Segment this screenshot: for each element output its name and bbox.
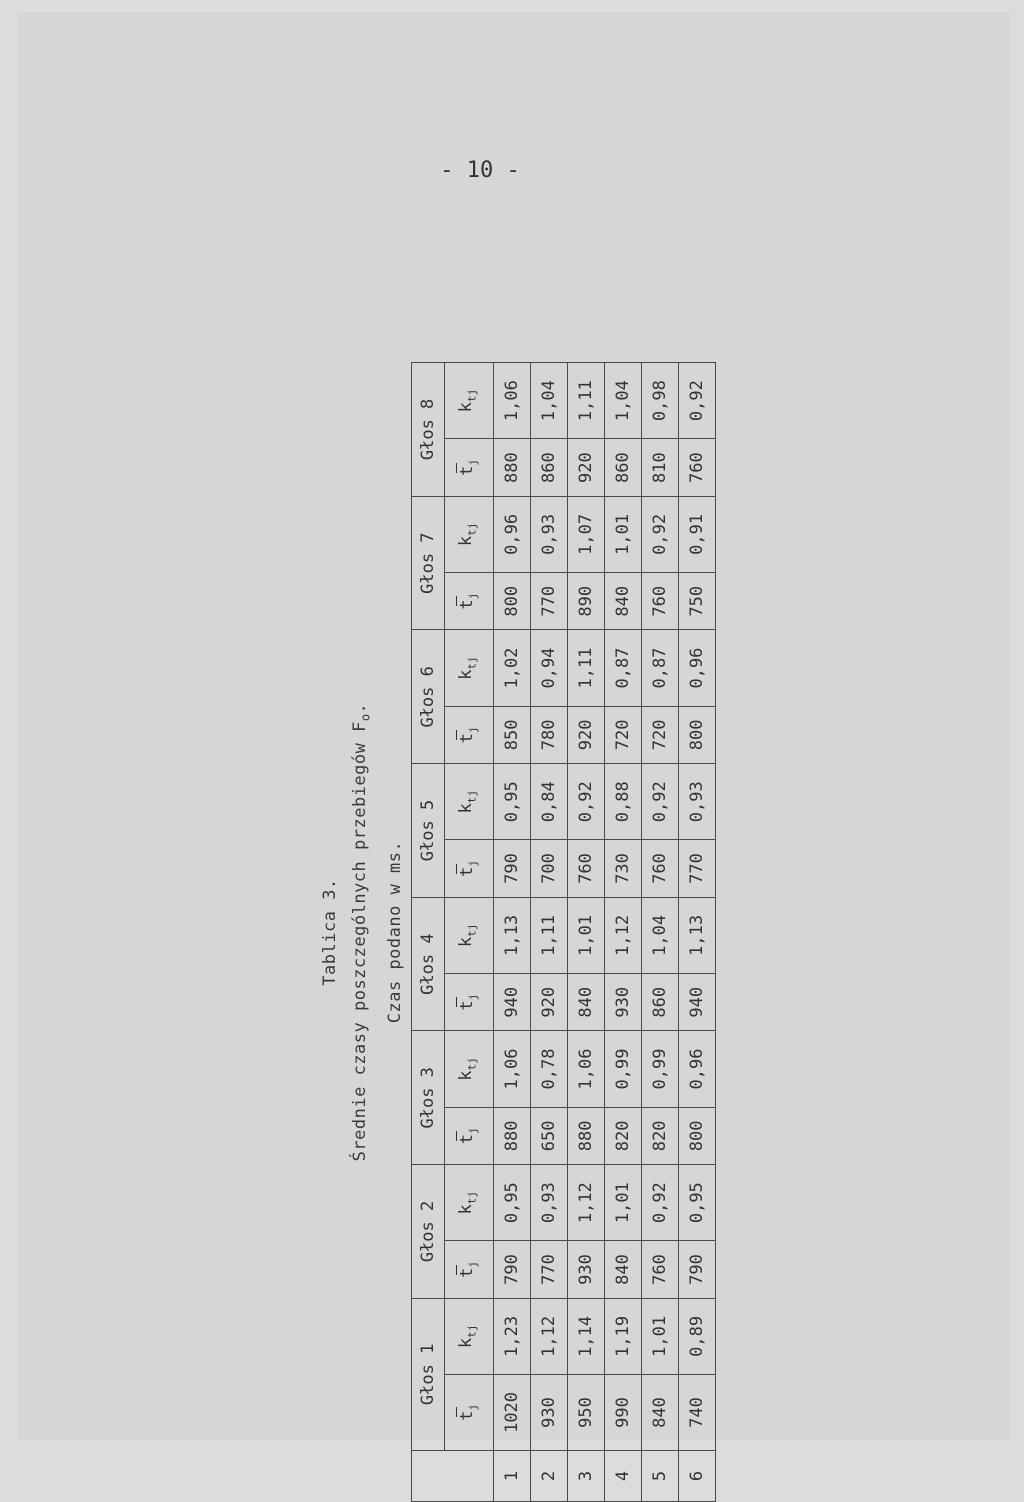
mean-time-cell: 720	[605, 706, 642, 764]
coefficient-cell: 0,96	[679, 1031, 716, 1107]
coefficient-header: $k_{tj}$	[445, 764, 494, 840]
coefficient-cell: 0,96	[494, 496, 531, 572]
mean-time-cell: 770	[531, 1241, 568, 1299]
mean-time-cell: 940	[494, 973, 531, 1031]
row-label: 6	[679, 1451, 716, 1502]
coefficient-cell: 0,98	[642, 363, 679, 439]
coefficient-cell: 1,12	[531, 1298, 568, 1374]
table-row	[568, 363, 605, 1502]
table-row	[531, 363, 568, 1502]
mean-time-header: $t_j$	[445, 439, 494, 497]
coefficient-cell: 1,06	[494, 363, 531, 439]
coefficient-cell: 1,01	[568, 897, 605, 973]
mean-time-cell: 780	[531, 706, 568, 764]
mean-time-cell: 790	[494, 840, 531, 898]
corner-cell	[412, 1451, 494, 1502]
mean-time-cell: 920	[531, 973, 568, 1031]
mean-time-cell: 760	[679, 439, 716, 497]
coefficient-cell: 1,07	[568, 496, 605, 572]
coefficient-cell: 1,11	[531, 897, 568, 973]
coefficient-header: $k_{tj}$	[445, 1031, 494, 1107]
coefficient-cell: 0,92	[679, 363, 716, 439]
group-header: Głos 6	[412, 630, 445, 764]
coefficient-cell: 0,92	[568, 764, 605, 840]
mean-time-cell: 760	[642, 1241, 679, 1299]
mean-time-cell: 720	[642, 706, 679, 764]
mean-time-header: $t_j$	[445, 973, 494, 1031]
mean-time-cell: 700	[531, 840, 568, 898]
mean-time-cell: 840	[642, 1374, 679, 1450]
coefficient-cell: 0,92	[642, 1165, 679, 1241]
mean-time-cell: 840	[568, 973, 605, 1031]
mean-time-cell: 840	[605, 572, 642, 630]
mean-time-cell: 740	[679, 1374, 716, 1450]
coefficient-cell: 0,78	[531, 1031, 568, 1107]
page-number: - 10 -	[440, 158, 520, 183]
group-header: Głos 3	[412, 1031, 445, 1165]
mean-time-header: $t_j$	[445, 1107, 494, 1165]
coefficient-cell: 0,87	[605, 630, 642, 706]
mean-time-cell: 770	[531, 572, 568, 630]
row-label: 2	[531, 1451, 568, 1502]
group-header: Głos 1	[412, 1298, 445, 1450]
coefficient-header: $k_{tj}$	[445, 363, 494, 439]
coefficient-cell: 0,93	[531, 496, 568, 572]
row-label: 5	[642, 1451, 679, 1502]
mean-time-header: $t_j$	[445, 1374, 494, 1450]
coefficient-cell: 1,01	[605, 496, 642, 572]
coefficient-cell: 0,89	[679, 1298, 716, 1374]
mean-time-cell: 930	[531, 1374, 568, 1450]
mean-time-cell: 750	[679, 572, 716, 630]
coefficient-cell: 0,95	[494, 1165, 531, 1241]
table-caption	[315, 362, 405, 1502]
coefficient-cell: 1,06	[568, 1031, 605, 1107]
group-header-row	[412, 363, 445, 1502]
table-row	[494, 363, 531, 1502]
coefficient-header: $k_{tj}$	[445, 1298, 494, 1374]
mean-time-cell: 990	[605, 1374, 642, 1450]
coefficient-cell: 0,92	[642, 764, 679, 840]
coefficient-header: $k_{tj}$	[445, 496, 494, 572]
table-note: Czas podano w ms.	[385, 840, 406, 1024]
mean-time-cell: 860	[605, 439, 642, 497]
mean-time-cell: 760	[568, 840, 605, 898]
coefficient-header: $k_{tj}$	[445, 1165, 494, 1241]
data-table	[411, 362, 716, 1502]
mean-time-cell: 950	[568, 1374, 605, 1450]
coefficient-cell: 0,93	[679, 764, 716, 840]
group-header: Głos 5	[412, 764, 445, 898]
mean-time-cell: 820	[642, 1107, 679, 1165]
coefficient-cell: 1,12	[568, 1165, 605, 1241]
coefficient-header: $k_{tj}$	[445, 630, 494, 706]
coefficient-cell: 0,93	[531, 1165, 568, 1241]
coefficient-cell: 1,04	[531, 363, 568, 439]
coefficient-cell: 0,87	[642, 630, 679, 706]
table-body	[494, 363, 716, 1502]
mean-time-cell: 890	[568, 572, 605, 630]
mean-time-cell: 840	[605, 1241, 642, 1299]
mean-time-cell: 650	[531, 1107, 568, 1165]
mean-time-cell: 930	[568, 1241, 605, 1299]
coefficient-cell: 1,23	[494, 1298, 531, 1374]
coefficient-cell: 0,92	[642, 496, 679, 572]
row-label: 3	[568, 1451, 605, 1502]
coefficient-cell: 1,11	[568, 363, 605, 439]
mean-time-cell: 920	[568, 439, 605, 497]
coefficient-cell: 1,06	[494, 1031, 531, 1107]
mean-time-cell: 940	[679, 973, 716, 1031]
row-label: 1	[494, 1451, 531, 1502]
coefficient-cell: 1,13	[494, 897, 531, 973]
mean-time-cell: 760	[642, 840, 679, 898]
coefficient-header: $k_{tj}$	[445, 897, 494, 973]
sub-header-row	[445, 363, 494, 1502]
coefficient-cell: 0,95	[494, 764, 531, 840]
coefficient-cell: 1,13	[679, 897, 716, 973]
mean-time-cell: 760	[642, 572, 679, 630]
mean-time-header: $t_j$	[445, 1241, 494, 1299]
mean-time-cell: 800	[679, 706, 716, 764]
coefficient-cell: 0,88	[605, 764, 642, 840]
table-title: Tablica 3.	[320, 878, 340, 986]
mean-time-header: $t_j$	[445, 840, 494, 898]
mean-time-cell: 810	[642, 439, 679, 497]
mean-time-cell: 800	[679, 1107, 716, 1165]
mean-time-header: $t_j$	[445, 572, 494, 630]
mean-time-cell: 930	[605, 973, 642, 1031]
coefficient-cell: 1,02	[494, 630, 531, 706]
mean-time-cell: 850	[494, 706, 531, 764]
coefficient-cell: 0,95	[679, 1165, 716, 1241]
mean-time-header: $t_j$	[445, 706, 494, 764]
coefficient-cell: 1,11	[568, 630, 605, 706]
coefficient-cell: 0,96	[679, 630, 716, 706]
mean-time-cell: 790	[494, 1241, 531, 1299]
mean-time-cell: 920	[568, 706, 605, 764]
coefficient-cell: 1,01	[642, 1298, 679, 1374]
mean-time-cell: 860	[642, 973, 679, 1031]
mean-time-cell: 880	[494, 439, 531, 497]
group-header: Głos 7	[412, 496, 445, 630]
coefficient-cell: 1,14	[568, 1298, 605, 1374]
group-header: Głos 8	[412, 363, 445, 497]
mean-time-cell: 790	[679, 1241, 716, 1299]
table-row	[642, 363, 679, 1502]
rotated-table-block	[315, 362, 745, 1502]
mean-time-cell: 880	[494, 1107, 531, 1165]
table-row	[605, 363, 642, 1502]
coefficient-cell: 0,91	[679, 496, 716, 572]
group-header: Głos 4	[412, 897, 445, 1031]
coefficient-cell: 0,99	[642, 1031, 679, 1107]
mean-time-cell: 730	[605, 840, 642, 898]
mean-time-cell: 800	[494, 572, 531, 630]
table-row	[679, 363, 716, 1502]
mean-time-cell: 1020	[494, 1374, 531, 1450]
coefficient-cell: 1,04	[642, 897, 679, 973]
coefficient-cell: 1,19	[605, 1298, 642, 1374]
row-label: 4	[605, 1451, 642, 1502]
mean-time-cell: 770	[679, 840, 716, 898]
coefficient-cell: 0,84	[531, 764, 568, 840]
coefficient-cell: 1,12	[605, 897, 642, 973]
coefficient-cell: 1,01	[605, 1165, 642, 1241]
coefficient-cell: 1,04	[605, 363, 642, 439]
mean-time-cell: 860	[531, 439, 568, 497]
coefficient-cell: 0,94	[531, 630, 568, 706]
mean-time-cell: 820	[605, 1107, 642, 1165]
mean-time-cell: 880	[568, 1107, 605, 1165]
document-page	[18, 12, 1010, 1482]
coefficient-cell: 0,99	[605, 1031, 642, 1107]
table-subtitle: Średnie czasy poszczególnych przebiegów $F_o$.	[350, 702, 373, 1162]
group-header: Głos 2	[412, 1165, 445, 1299]
